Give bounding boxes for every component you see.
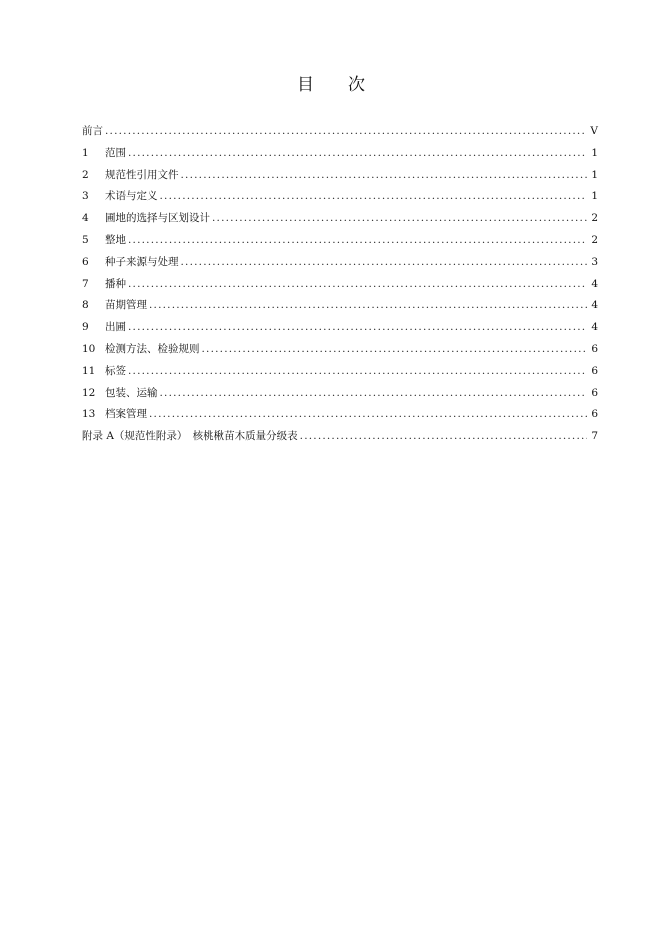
toc-entry-label: 播种 (105, 277, 126, 290)
toc-leader-dots (160, 383, 588, 405)
toc-entry-label: 范围 (105, 146, 126, 159)
toc-entry-label: 苗期管理 (105, 299, 147, 312)
toc-page-number: 6 (591, 408, 598, 421)
toc-page-number: 1 (591, 168, 598, 181)
toc-entry-4[interactable] (82, 208, 598, 230)
toc-entry-label: 包装、运输 (105, 386, 158, 399)
table-of-contents (82, 121, 598, 448)
toc-leader-dots (128, 317, 587, 339)
toc-entry-11[interactable] (82, 361, 598, 383)
toc-entry-label: 种子来源与处理 (105, 255, 179, 268)
toc-leader-dots (149, 404, 587, 426)
toc-section-number: 12 (82, 386, 96, 399)
toc-entry-label: 附录 A（规范性附录） 核桃楸苗木质量分级表 (82, 430, 298, 443)
toc-entry-label: 前言 (82, 125, 103, 137)
toc-page-number: 1 (591, 146, 598, 159)
toc-page-number: 4 (591, 321, 598, 334)
toc-entry-label: 检测方法、检验规则 (105, 342, 200, 355)
toc-page-number: 2 (591, 233, 598, 246)
toc-entry-10[interactable] (82, 339, 598, 361)
toc-page-number: 1 (591, 190, 598, 203)
toc-page-number: V (590, 125, 598, 137)
toc-leader-dots (128, 143, 587, 165)
toc-section-number: 7 (82, 277, 89, 290)
toc-entry-5[interactable] (82, 230, 598, 252)
toc-section-number: 2 (82, 168, 89, 181)
toc-section-number: 9 (82, 321, 89, 334)
toc-entry-label: 标签 (105, 364, 126, 377)
toc-section-number: 11 (82, 364, 96, 377)
toc-section-number: 6 (82, 255, 89, 268)
toc-entry-7[interactable] (82, 274, 598, 296)
toc-leader-dots (212, 208, 587, 230)
toc-leader-dots (202, 339, 588, 361)
toc-leader-dots (128, 361, 587, 383)
toc-entry-foreword[interactable] (82, 121, 598, 143)
toc-entry-label: 档案管理 (105, 408, 147, 421)
toc-page-number: 3 (591, 255, 598, 268)
toc-leader-dots (181, 252, 588, 274)
toc-section-number: 8 (82, 299, 89, 312)
toc-page-number: 4 (591, 299, 598, 312)
toc-leader-dots (128, 230, 587, 252)
toc-entry-3[interactable] (82, 186, 598, 208)
toc-section-number: 5 (82, 233, 89, 246)
toc-page-number: 7 (591, 430, 598, 443)
toc-section-number: 4 (82, 212, 89, 225)
toc-page-number: 2 (591, 212, 598, 225)
toc-entry-13[interactable] (82, 404, 598, 426)
toc-entry-9[interactable] (82, 317, 598, 339)
toc-leader-dots (181, 165, 588, 187)
toc-entry-12[interactable] (82, 383, 598, 405)
toc-section-number: 10 (82, 342, 96, 355)
toc-entry-label: 规范性引用文件 (105, 168, 179, 181)
toc-entry-label: 圃地的选择与区划设计 (105, 212, 210, 225)
toc-page-number: 6 (591, 364, 598, 377)
toc-entry-label: 术语与定义 (105, 190, 158, 203)
toc-entry-appendix-a[interactable] (82, 426, 598, 448)
toc-leader-dots (149, 295, 587, 317)
toc-section-number: 3 (82, 190, 89, 203)
toc-leader-dots (300, 426, 587, 448)
toc-entry-label: 出圃 (105, 321, 126, 334)
toc-page-number: 6 (591, 342, 598, 355)
toc-entry-6[interactable] (82, 252, 598, 274)
toc-section-number: 13 (82, 408, 96, 421)
toc-section-number: 1 (82, 146, 89, 159)
toc-entry-8[interactable] (82, 295, 598, 317)
toc-entry-1[interactable] (82, 143, 598, 165)
toc-leader-dots (160, 186, 588, 208)
toc-leader-dots (105, 121, 587, 143)
toc-page-number: 4 (591, 277, 598, 290)
toc-leader-dots (128, 274, 587, 296)
toc-entry-2[interactable] (82, 165, 598, 187)
page-title: 目 次 (297, 75, 365, 95)
toc-page-number: 6 (591, 386, 598, 399)
toc-entry-label: 整地 (105, 233, 126, 246)
